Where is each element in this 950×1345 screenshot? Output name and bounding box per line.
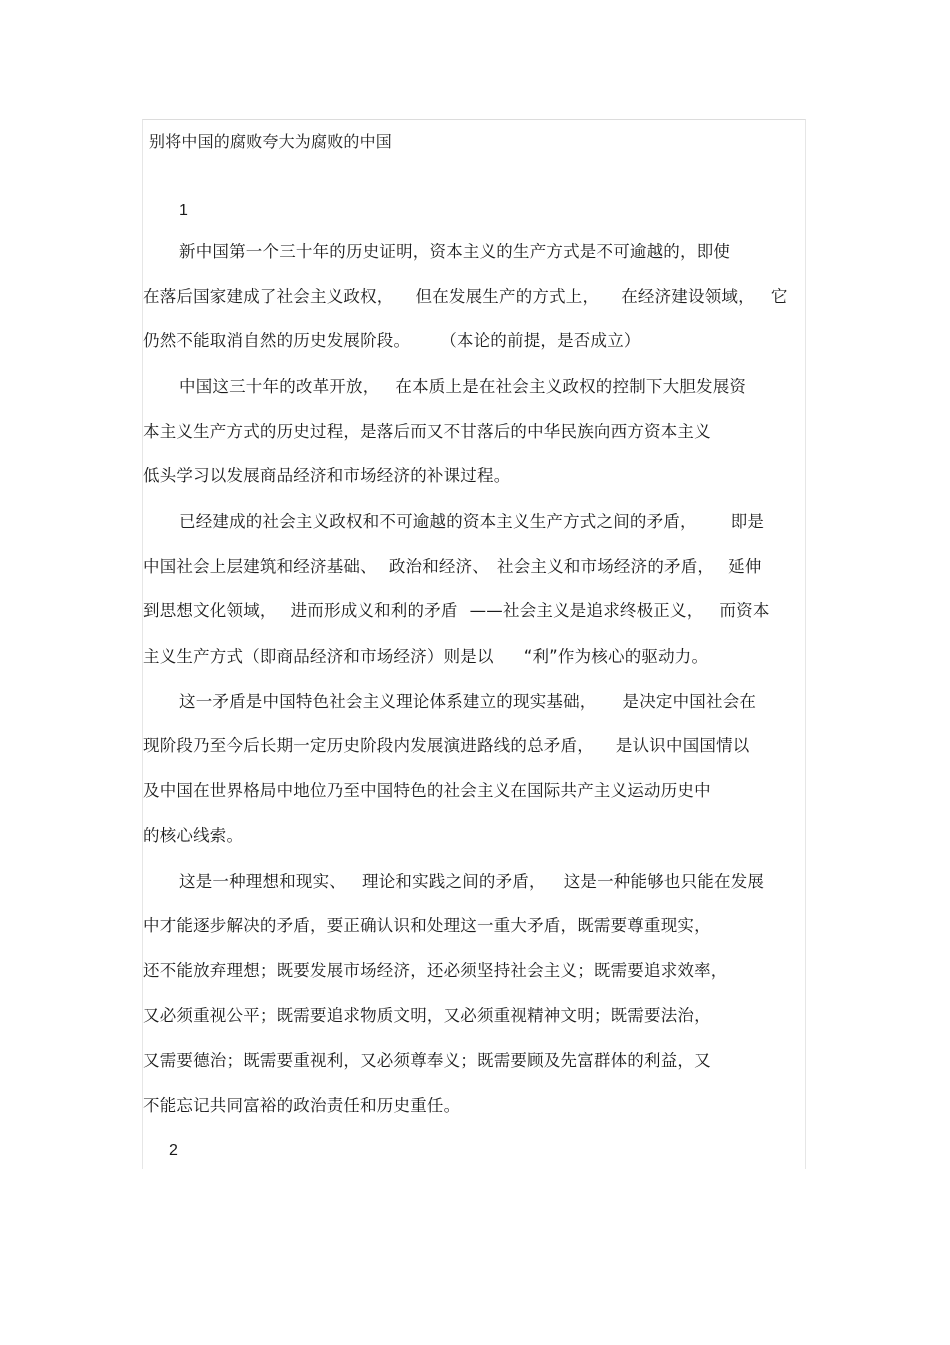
paragraph-line: 这是一种理想和现实、 理论和实践之间的矛盾， 这是一种能够也只能在发展 — [179, 872, 765, 891]
paragraph-line: 的核心线索。 — [143, 826, 244, 845]
paragraph-line: 中才能逐步解决的矛盾，要正确认识和处理这一重大矛盾，既需要尊重现实， — [143, 916, 711, 935]
paragraph-line: 现阶段乃至今后长期一定历史阶段内发展演进路线的总矛盾， 是认识中国国情以 — [143, 736, 750, 755]
paragraph-line: 中国社会上层建筑和经济基础、 政治和经济、 社会主义和市场经济的矛盾， 延伸 — [143, 557, 762, 576]
paragraph-line: 又必须重视公平；既需要追求物质文明，又必须重视精神文明；既需要法治， — [143, 1006, 711, 1025]
paragraph-line: 新中国第一个三十年的历史证明，资本主义的生产方式是不可逾越的，即使 — [179, 242, 731, 261]
paragraph-line: 到思想文化领域， 进而形成义和利的矛盾 ——社会主义是追求终极正义， 而资本 — [143, 601, 770, 620]
paragraph-line: 不能忘记共同富裕的政治责任和历史重任。 — [143, 1096, 461, 1115]
document-page — [142, 119, 806, 1169]
paragraph-line: 这一矛盾是中国特色社会主义理论体系建立的现实基础， 是决定中国社会在 — [179, 692, 757, 711]
section-number: 2 — [169, 1142, 179, 1159]
paragraph-line: 本主义生产方式的历史过程，是落后而又不甘落后的中华民族向西方资本主义 — [143, 422, 711, 441]
paragraph-line: 中国这三十年的改革开放， 在本质上是在社会主义政权的控制下大胆发展资 — [179, 377, 747, 396]
paragraph-line: 主义生产方式（即商品经济和市场经济）则是以 “利”作为核心的驱动力。 — [143, 647, 709, 666]
document-title: 别将中国的腐败夸大为腐败的中国 — [149, 132, 393, 151]
paragraph-line: 还不能放弃理想；既要发展市场经济，还必须坚持社会主义；既需要追求效率， — [143, 961, 728, 980]
paragraph-line: 低头学习以发展商品经济和市场经济的补课过程。 — [143, 466, 511, 485]
paragraph-line: 及中国在世界格局中地位乃至中国特色的社会主义在国际共产主义运动历史中 — [143, 781, 711, 800]
paragraph-line: 在落后国家建成了社会主义政权， 但在发展生产的方式上， 在经济建设领域， 它 — [143, 287, 788, 306]
paragraph-line: 仍然不能取消自然的历史发展阶段。 （本论的前提，是否成立） — [143, 331, 641, 350]
section-number: 1 — [179, 202, 189, 219]
paragraph-line: 又需要德治；既需要重视利，又必须尊奉义；既需要顾及先富群体的利益，又 — [143, 1051, 711, 1070]
paragraph-line: 已经建成的社会主义政权和不可逾越的资本主义生产方式之间的矛盾， 即是 — [179, 512, 765, 531]
